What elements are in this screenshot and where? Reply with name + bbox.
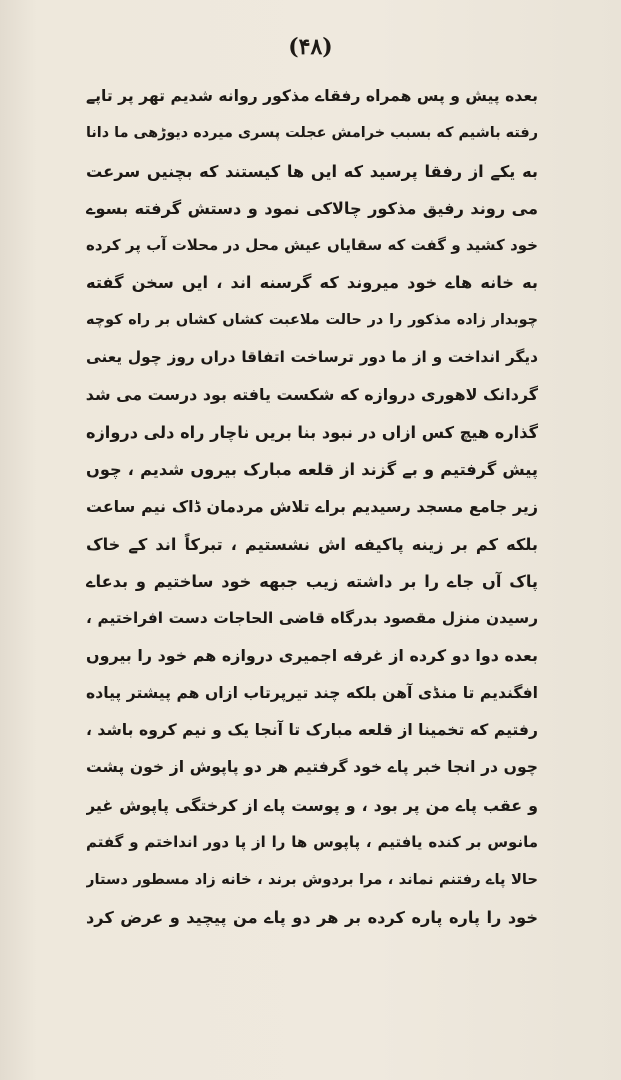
text-line-8: دیگر انداخت و از ما دور ترساخت اتفاقا دراں روز چول یعنی	[86, 348, 538, 367]
text-line-1: بعده پیش و پس همراه رفقاے مذکور روانه شدیم تهر پر تاپے	[86, 87, 538, 105]
text-line-12: زیر جامع مسجد رسیدیم براے تلاش مردمان ڈاک نیم ساعت	[86, 497, 538, 517]
page-number: (۴۸)	[288, 34, 333, 60]
text-line-21: مانوس بر کنده یافتیم ، پاپوس ها را از پا دور انداختم و گفتم	[86, 832, 538, 851]
text-line-14: پاک آں جاے را بر داشته زیب جبهه خود ساختیم و بدعاے	[86, 571, 538, 591]
text-line-11: پیش گرفتیم و بے گزند از قلعه مبارک بیروں شدیم ، چوں	[86, 459, 538, 479]
text-line-7: چوبدار زاده مذکور را در حالت ملاعبت کشاں کشاں بر راه کوچه	[86, 311, 538, 328]
text-line-6: به خانه هاے خود میروند که گرسنه اند ، ایں سخن گفته	[86, 273, 538, 293]
text-line-13: بلکه کم بر زینه پاکیفه اش نشستیم ، تبرکاً اند کے خاک	[86, 534, 538, 554]
text-line-10: گذاره هیچ کس ازاں در نبود بنا بریں ناچار راه دلی دروازه	[86, 422, 538, 442]
text-line-20: و عقب پاے من پر بود ، و پوست پاے از کرختگی پاپوش غیر	[86, 795, 538, 815]
page-text-body	[86, 78, 538, 936]
text-line-9: گردانک لاهوری دروازه که شکست یافته بود درست می شد	[86, 385, 538, 405]
text-line-2: رفته باشیم که بسبب خرامش عجلت پسری میرده دیوڑهی ما دانا	[86, 125, 538, 142]
text-line-15: رسیدن منزل مقصود بدرگاه قاضی الحاجات دست افراختیم ،	[86, 609, 538, 628]
text-line-18: رفتیم که تخمینا از قلعه مبارک تا آنجا یک و نیم کروه باشد ،	[86, 721, 538, 740]
text-line-16: بعده دوا دو کرده از غرفه اجمیری دروازه هم خود را بیروں	[86, 646, 538, 666]
text-line-17: افگندیم تا منڈی آهن بلکه چند تیرپرتاب ازاں هم پیشتر پیاده	[86, 683, 538, 702]
text-line-22: حالا پاے رفتنم نماند ، مرا بردوش برند ، خانه زاد مسطور دستار	[86, 871, 538, 889]
text-line-4: می روند رفیق مذکور چالاکی نمود و دستش گرفته بسوے	[86, 198, 538, 218]
text-line-19: چوں در انجا خبر پاے خود گرفتیم هر دو پاپوش از خون پشت	[86, 758, 538, 777]
text-line-23: خود را پاره پاره کرده بر هر دو پاے من پیچید و عرض کرد	[86, 907, 538, 927]
text-line-3: به یکے از رفقا پرسید که ایں ها کیستند که بچنیں سرعت	[86, 161, 538, 181]
text-line-5: خود کشید و گفت که سقایاں عیش محل در محلات آب پر کرده	[86, 236, 538, 255]
